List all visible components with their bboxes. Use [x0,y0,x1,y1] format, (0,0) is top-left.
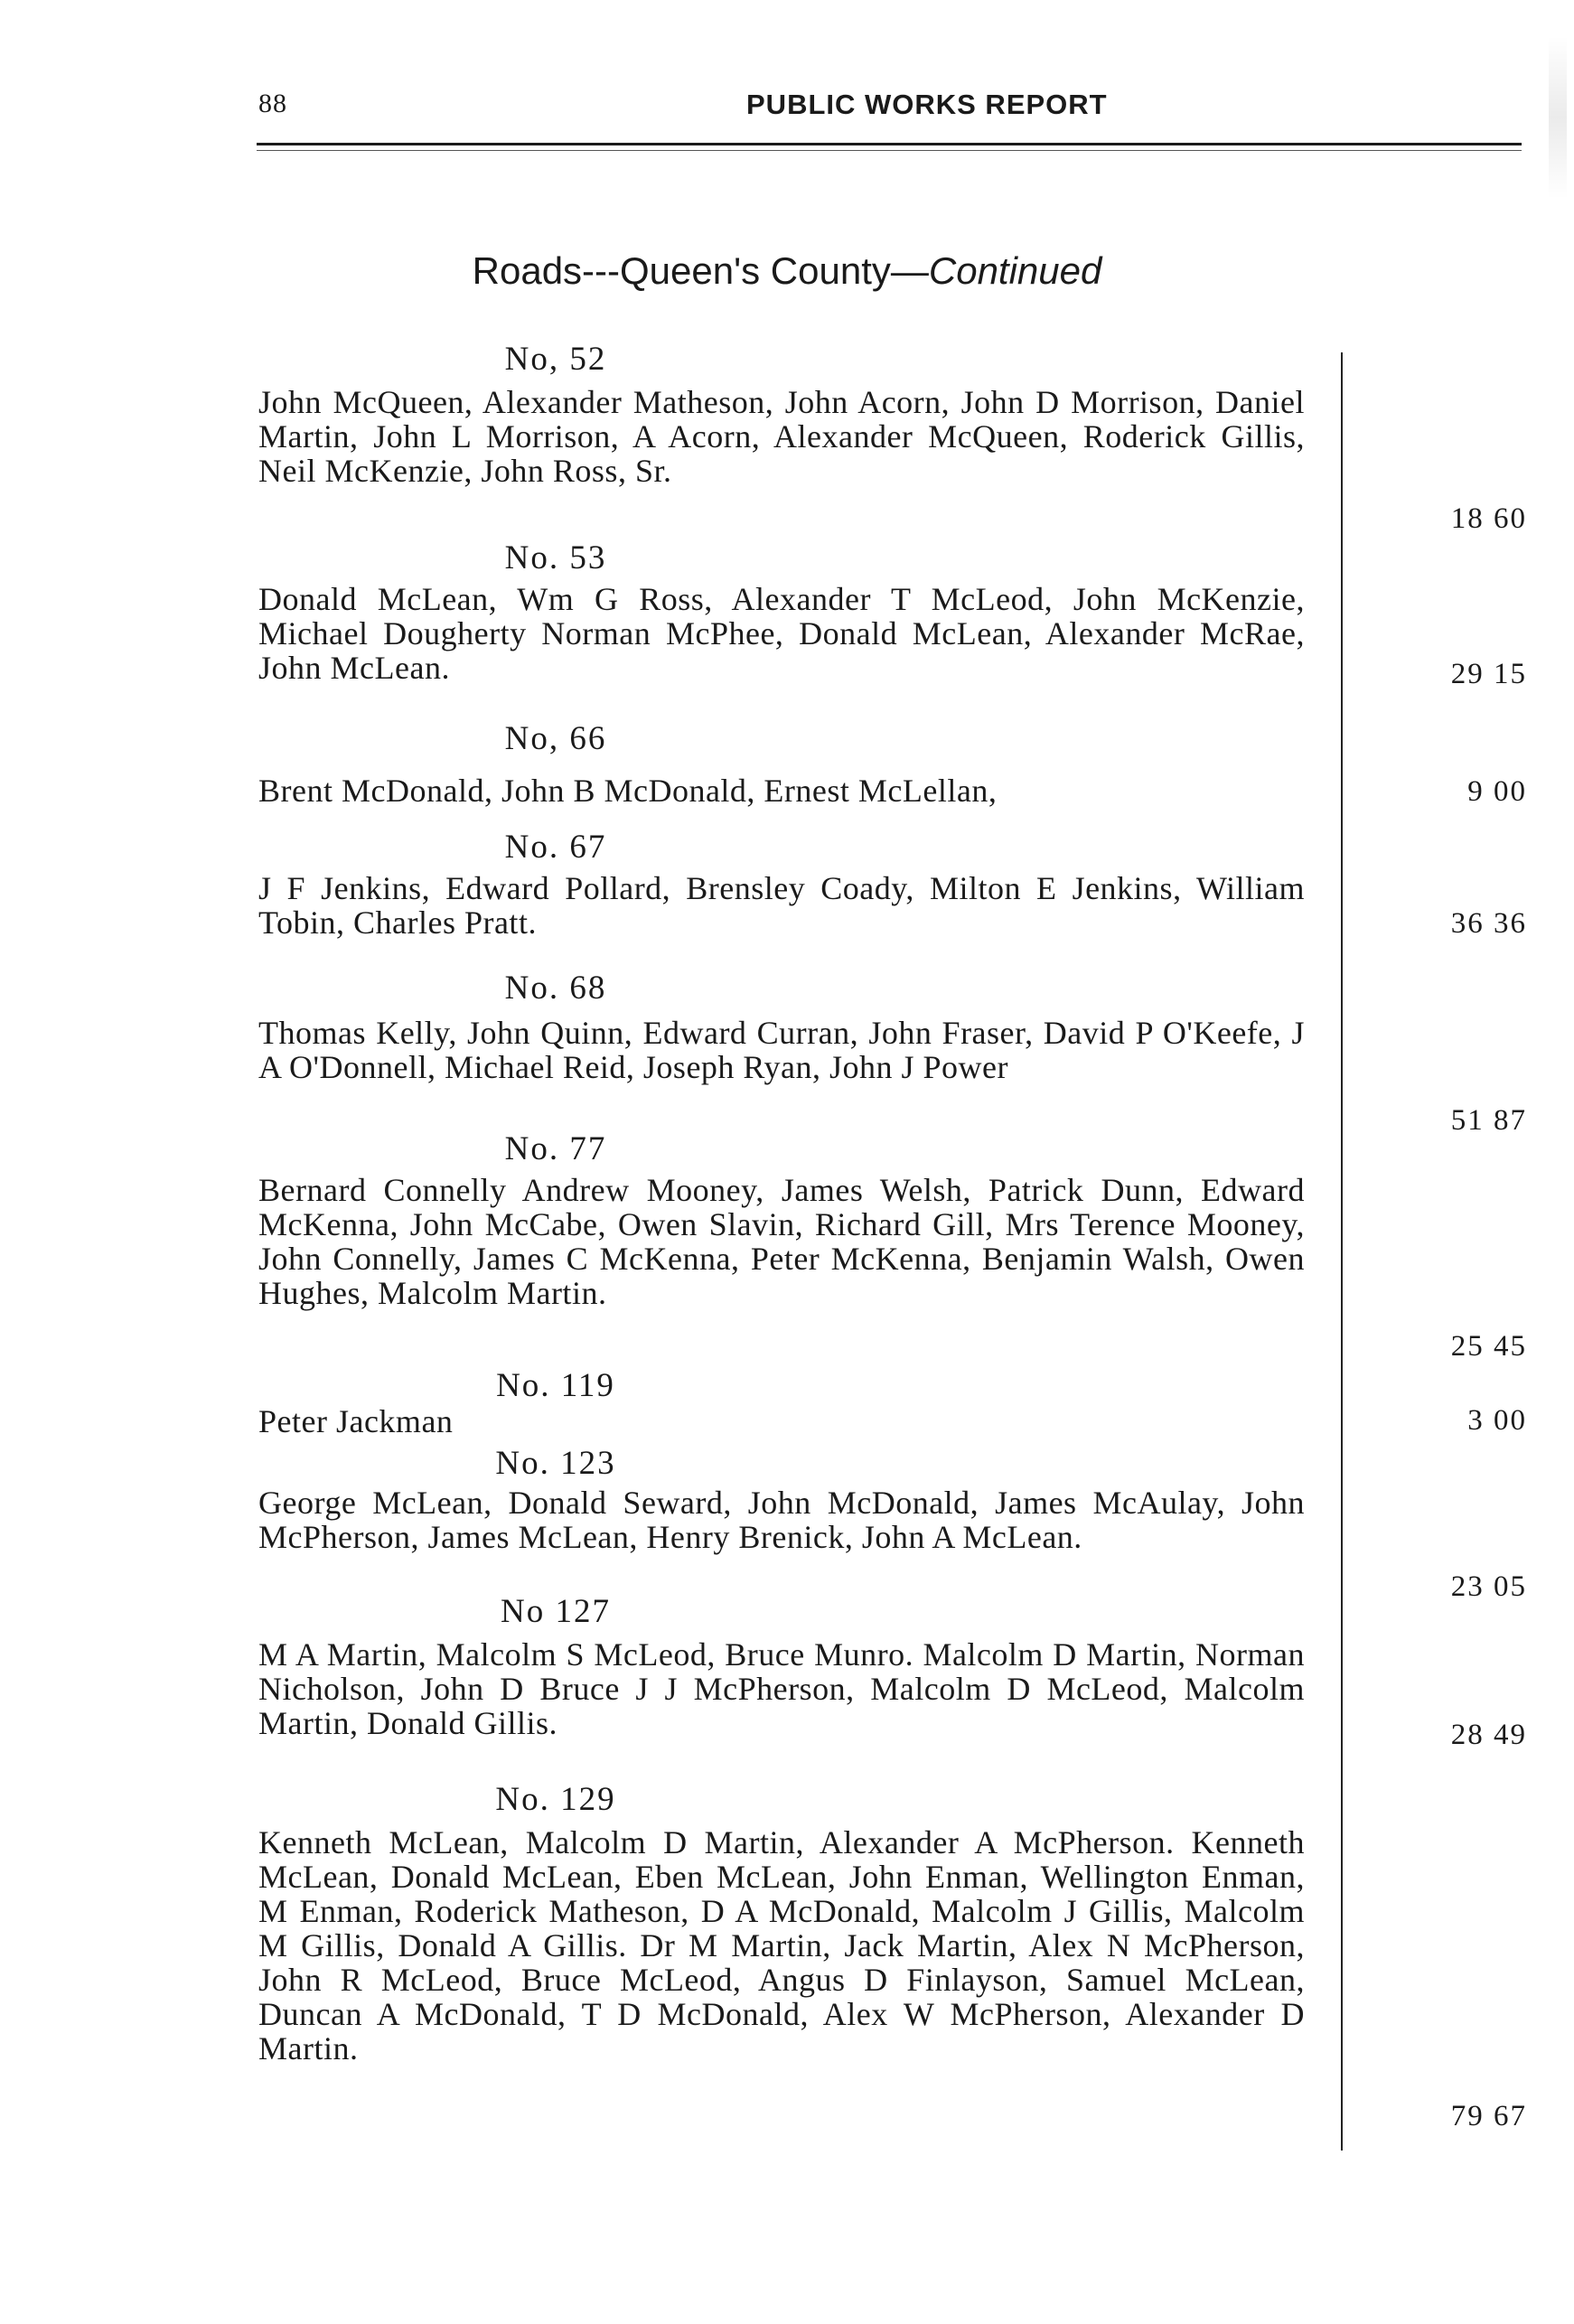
entry-names: Brent McDonald, John B McDonald, Ernest McLellan, [258,773,998,809]
page-number: 88 [258,89,287,118]
entry-amount: 9 00 [1467,775,1527,808]
scan-edge-shadow [1549,36,1567,199]
entry-amount: 29 15 [1450,658,1527,690]
entry-number: No. 123 [495,1445,616,1482]
entry-number: No, 52 [504,341,607,378]
entry-names: J F Jenkins, Edward Pollard, Brensley Coady, Milton E Jenkins, William Tobin, Charles Pratt. [258,870,1305,941]
entry-amount: 25 45 [1450,1330,1527,1363]
page-title-main: Roads---Queen's County— [472,249,929,292]
header-rule-thin [257,150,1522,151]
entry-number: No. 68 [504,970,607,1007]
header-rule-thick [257,143,1522,145]
entry-amount: 51 87 [1450,1104,1527,1137]
entry-number: No. 67 [504,829,607,866]
page-title-continued: Continued [928,249,1102,292]
entry-number: No. 119 [496,1367,615,1404]
entry-amount: 23 05 [1450,1570,1527,1603]
entry-amount: 18 60 [1450,502,1527,535]
entry-names: George McLean, Donald Seward, John McDonald, James McAulay, John McPherson, James McLean, Henry Brenick, John A McLean. [258,1485,1305,1555]
entry-names: M A Martin, Malcolm S McLeod, Bruce Munro. Malcolm D Martin, Norman Nicholson, John D Bruce J J McPherson, Malcolm D McLeod, Malcolm Martin, Donald Gillis. [258,1636,1305,1741]
entry-names: Peter Jackman [258,1403,454,1439]
entry-names: Kenneth McLean, Malcolm D Martin, Alexander A McPherson. Kenneth McLean, Donald McLean, Eben McLean, John Enman, Wellington Enman, M Enman, Roderick Matheson, D A McDonald, Malcolm J Gillis, Malcolm M Gillis, Donald A Gillis. Dr M Martin, Jack Martin, Alex N McPherson, John R McLeod, Bruce McLeod, Angus D Finlayson, Samuel McLean, Duncan A McDonald, T D McDonald, Alex W McPherson, Alexander D Martin. [258,1824,1305,2066]
entry-number: No. 53 [504,539,607,576]
entry-amount: 3 00 [1467,1404,1527,1437]
amount-column-rule [1341,352,1343,2151]
page-title [0,249,1574,293]
entry-amount: 36 36 [1450,907,1527,940]
entry-names: Donald McLean, Wm G Ross, Alexander T McLeod, John McKenzie, Michael Dougherty Norman McPhee, Donald McLean, Alexander McRae, John McLean. [258,581,1305,686]
entry-number: No. 77 [504,1130,607,1167]
running-head: PUBLIC WORKS REPORT [746,89,1108,120]
entry-names: Thomas Kelly, John Quinn, Edward Curran, John Fraser, David P O'Keefe, J A O'Donnell, Michael Reid, Joseph Ryan, John J Power [258,1015,1305,1085]
entry-number: No. 129 [495,1781,616,1818]
entry-names: Bernard Connelly Andrew Mooney, James Welsh, Patrick Dunn, Edward McKenna, John McCabe, Owen Slavin, Richard Gill, Mrs Terence Mooney, John Connelly, James C McKenna, Peter McKenna, Benjamin Walsh, Owen Hughes, Malcolm Martin. [258,1172,1305,1311]
entry-names: John McQueen, Alexander Matheson, John Acorn, John D Morrison, Daniel Martin, John L Morrison, A Acorn, Alexander McQueen, Roderick Gillis, Neil McKenzie, John Ross, Sr. [258,384,1305,489]
entry-amount: 79 67 [1450,2100,1527,2132]
entry-number: No, 66 [504,720,607,757]
entry-number: No 127 [501,1593,611,1630]
entry-amount: 28 49 [1450,1719,1527,1751]
